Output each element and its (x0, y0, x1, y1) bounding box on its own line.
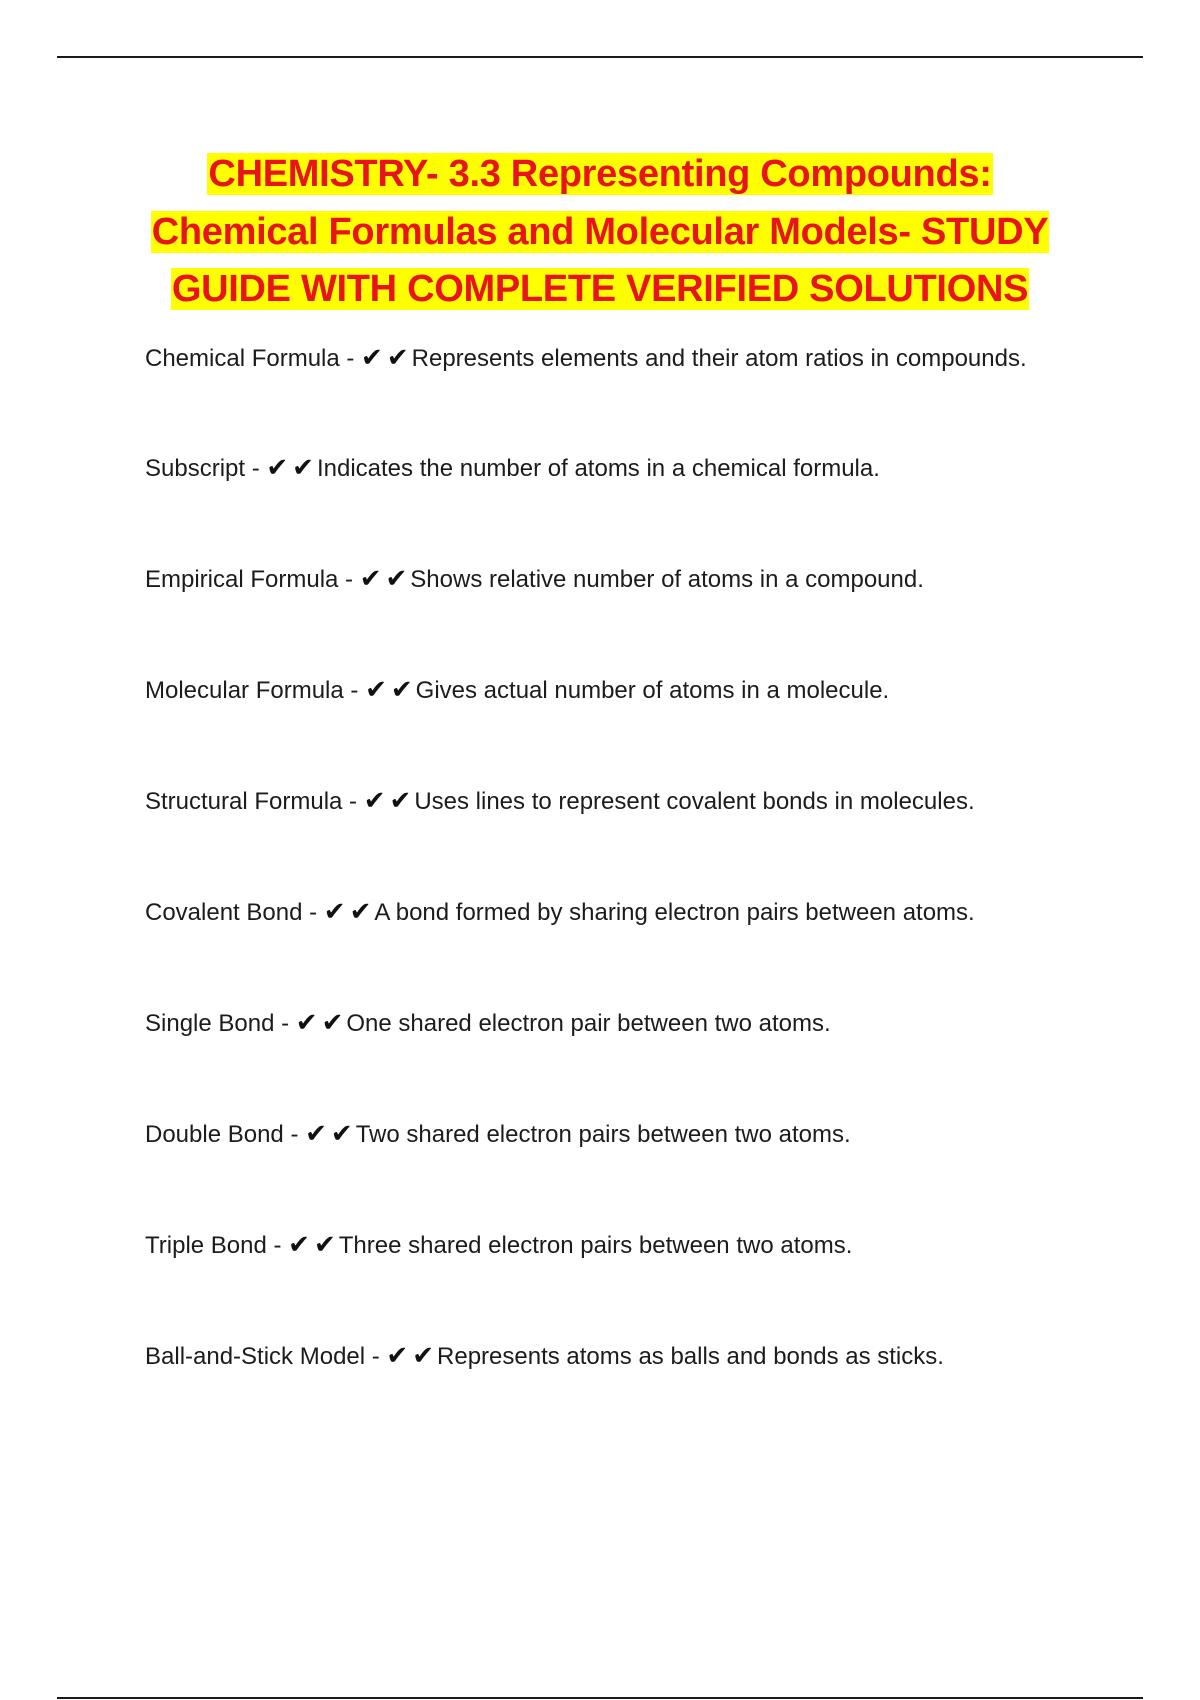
term-entry (145, 783, 1075, 820)
term-definition: Indicates the number of atoms in a chemical formula. (316, 455, 880, 482)
term-label: Covalent Bond (145, 899, 303, 926)
check-icon: ✔ (365, 675, 387, 705)
check-icon: ✔ (386, 343, 409, 373)
term-entry (145, 561, 1075, 598)
check-icon: ✔ (305, 1119, 327, 1149)
term-label: Molecular Formula (145, 677, 344, 704)
check-icon: ✔ (385, 564, 408, 594)
term-label: Ball-and-Stick Model (145, 1343, 366, 1370)
term-label: Subscript (145, 455, 246, 482)
term-separator: - (274, 1010, 296, 1037)
document-title (100, 146, 1100, 319)
term-definition: A bond formed by sharing electron pairs between atoms. (374, 899, 975, 926)
term-label: Double Bond (145, 1121, 284, 1148)
title-line-3: GUIDE WITH COMPLETE VERIFIED SOLUTIONS (171, 268, 1029, 310)
term-definition: Gives actual number of atoms in a molecule. (415, 677, 890, 704)
check-icon: ✔ (266, 453, 289, 483)
check-icon: ✔ (389, 786, 412, 816)
term-label: Chemical Formula (145, 345, 340, 372)
term-definition: Represents elements and their atom ratios in compounds. (411, 345, 1027, 372)
check-icon: ✔ (295, 1008, 318, 1038)
term-entry (145, 1227, 1075, 1264)
check-icon: ✔ (386, 1341, 409, 1371)
term-entry (145, 1338, 1075, 1375)
term-entry (145, 672, 1075, 709)
check-icon: ✔ (349, 897, 372, 927)
term-definition: Shows relative number of atoms in a compound. (410, 566, 924, 593)
term-list (145, 340, 1075, 1375)
check-icon: ✔ (288, 1230, 310, 1260)
term-entry (145, 340, 1075, 377)
top-divider (57, 56, 1143, 58)
check-icon: ✔ (363, 786, 386, 816)
check-icon: ✔ (330, 1119, 353, 1149)
term-label: Structural Formula (145, 788, 343, 815)
term-entry (145, 894, 1075, 931)
term-separator: - (283, 1121, 306, 1148)
term-separator: - (266, 1232, 289, 1259)
term-separator: - (342, 788, 364, 815)
term-entry (145, 1116, 1075, 1153)
term-label: Triple Bond (145, 1232, 267, 1259)
term-definition: Uses lines to represent covalent bonds in molecules. (414, 788, 975, 815)
bottom-divider (57, 1697, 1143, 1699)
term-definition: Represents atoms as balls and bonds as sticks. (437, 1343, 944, 1370)
term-separator: - (365, 1343, 387, 1370)
term-definition: One shared electron pair between two atoms. (346, 1010, 831, 1037)
term-definition: Two shared electron pairs between two atoms. (355, 1121, 851, 1148)
check-icon: ✔ (313, 1230, 336, 1260)
term-label: Empirical Formula (145, 566, 339, 593)
check-icon: ✔ (390, 675, 413, 705)
check-icon: ✔ (323, 897, 346, 927)
term-separator: - (339, 345, 362, 372)
term-entry (145, 1005, 1075, 1042)
check-icon: ✔ (412, 1341, 435, 1371)
check-icon: ✔ (359, 564, 382, 594)
term-separator: - (338, 566, 360, 593)
term-separator: - (343, 677, 366, 704)
term-definition: Three shared electron pairs between two atoms. (338, 1232, 853, 1259)
term-separator: - (245, 455, 267, 482)
check-icon: ✔ (361, 343, 383, 373)
check-icon: ✔ (321, 1008, 344, 1038)
term-label: Single Bond (145, 1010, 275, 1037)
term-separator: - (302, 899, 324, 926)
title-line-1: CHEMISTRY- 3.3 Representing Compounds: (208, 153, 992, 195)
term-entry (145, 450, 1075, 487)
title-line-2: Chemical Formulas and Molecular Models- STUDY (151, 210, 1049, 253)
check-icon: ✔ (292, 453, 314, 483)
